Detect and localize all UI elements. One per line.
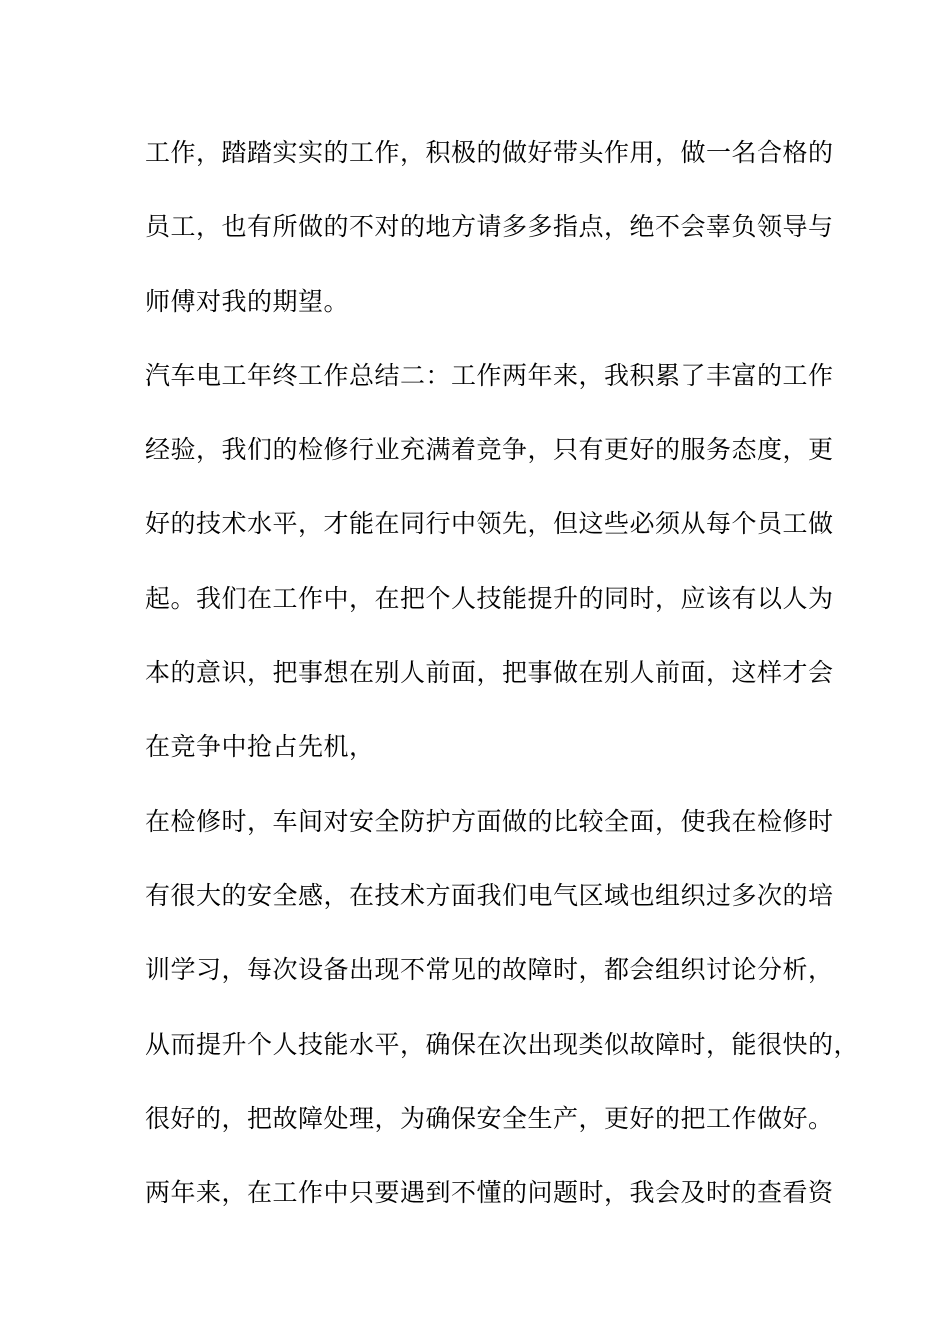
document-body: [145, 128, 860, 1242]
text-line: 在检修时，车间对安全防护方面做的比较全面，使我在检修时: [145, 806, 834, 836]
text-line: 两年来，在工作中只要遇到不懂的问题时，我会及时的查看资: [145, 1178, 834, 1208]
text-line: 经验，我们的检修行业充满着竞争，只有更好的服务态度，更: [145, 435, 834, 465]
text-line: 好的技术水平，才能在同行中领先，但这些必须从每个员工做: [145, 509, 834, 539]
text-line: 员工，也有所做的不对的地方请多多指点，绝不会辜负领导与: [145, 212, 834, 242]
text-line: 训学习，每次设备出现不常见的故障时，都会组织讨论分析，: [145, 955, 834, 985]
text-line: 师傅对我的期望。: [145, 286, 350, 316]
text-line: 汽车电工年终工作总结二：工作两年来，我积累了丰富的工作: [145, 360, 834, 390]
text-line: 很好的，把故障处理，为确保安全生产，更好的把工作做好。: [145, 1103, 834, 1133]
text-line: 在竞争中抢占先机，: [145, 732, 375, 762]
text-line: 从而提升个人技能水平，确保在次出现类似故障时，能很快的，: [145, 1029, 860, 1059]
text-line: 本的意识，把事想在别人前面，把事做在别人前面，这样才会: [145, 658, 834, 688]
text-line: 有很大的安全感，在技术方面我们电气区域也组织过多次的培: [145, 880, 834, 910]
text-line: 起。我们在工作中，在把个人技能提升的同时，应该有以人为: [145, 583, 834, 613]
text-line: 工作，踏踏实实的工作，积极的做好带头作用，做一名合格的: [145, 138, 834, 167]
